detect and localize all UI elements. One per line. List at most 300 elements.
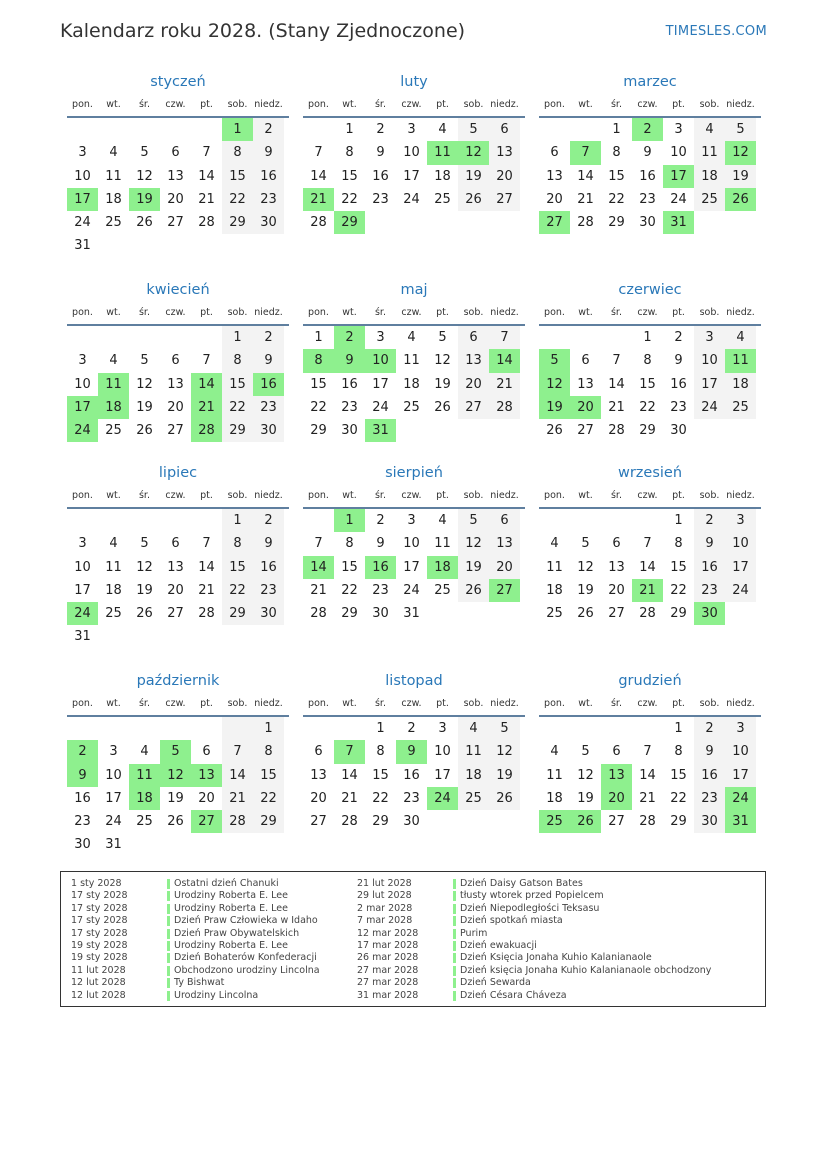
day-cell: 9 bbox=[253, 349, 284, 372]
day-cell: 29 bbox=[639, 423, 656, 439]
day-cell: 15 bbox=[639, 376, 656, 392]
day-cell: 18 bbox=[105, 191, 122, 207]
weekday-label: śr. bbox=[138, 698, 150, 709]
month-name: luty bbox=[400, 74, 428, 90]
day-cell: 22 bbox=[341, 582, 358, 598]
month-name: wrzesień bbox=[617, 465, 683, 481]
day-cell: 2 bbox=[407, 721, 416, 736]
day-cell: 28 bbox=[639, 814, 656, 830]
day-cell: 5 bbox=[160, 740, 191, 763]
day-cell: 28 bbox=[608, 423, 625, 439]
weekday-header bbox=[67, 301, 289, 326]
day-cell: 26 bbox=[577, 606, 594, 622]
day-cell: 1 bbox=[674, 721, 683, 736]
day-cell: 10 bbox=[434, 744, 451, 760]
day-cell: 9 bbox=[67, 764, 98, 787]
day-cell: 16 bbox=[341, 376, 358, 392]
day-cell: 27 bbox=[167, 606, 184, 622]
holiday-date: 17 sty 2028 bbox=[71, 927, 128, 939]
day-cell: 27 bbox=[577, 423, 594, 439]
day-cell: 21 bbox=[608, 399, 625, 415]
empty-cell bbox=[129, 326, 160, 349]
day-cell: 26 bbox=[458, 579, 489, 602]
day-cell: 14 bbox=[489, 349, 520, 372]
day-cell: 17 bbox=[725, 764, 756, 787]
weekday-label: pt. bbox=[672, 307, 685, 318]
day-cell: 20 bbox=[198, 790, 215, 806]
weekday-header bbox=[303, 484, 525, 509]
day-cell: 13 bbox=[167, 559, 184, 575]
day-cell: 17 bbox=[372, 376, 389, 392]
day-cell: 14 bbox=[341, 767, 358, 783]
day-cell: 16 bbox=[403, 767, 420, 783]
holiday-date: 27 mar 2028 bbox=[357, 977, 419, 989]
day-cell: 13 bbox=[167, 376, 184, 392]
day-cell: 3 bbox=[694, 326, 725, 349]
holiday-date: 21 lut 2028 bbox=[357, 878, 412, 889]
day-cell: 6 bbox=[612, 744, 621, 760]
weekday-label: wt. bbox=[578, 490, 593, 501]
day-cell: 19 bbox=[539, 396, 570, 419]
day-cell: 15 bbox=[670, 559, 687, 575]
weekday-label: czw. bbox=[637, 698, 658, 709]
holiday-name: Dzień Sewarda bbox=[460, 977, 531, 989]
holiday-name: Dzień Daisy Gatson Bates bbox=[460, 878, 583, 889]
day-cell: 7 bbox=[570, 141, 601, 164]
day-cell: 9 bbox=[334, 349, 365, 372]
day-cell: 6 bbox=[581, 353, 590, 369]
holiday-marker bbox=[167, 941, 170, 951]
weekday-label: czw. bbox=[165, 698, 186, 709]
empty-cell bbox=[129, 509, 160, 532]
day-cell: 28 bbox=[577, 215, 594, 231]
weekday-header bbox=[303, 301, 525, 326]
weekday-label: niedz. bbox=[726, 490, 755, 501]
day-cell: 14 bbox=[191, 373, 222, 396]
day-cell: 25 bbox=[136, 814, 153, 830]
day-cell: 1 bbox=[222, 118, 253, 141]
day-cell: 21 bbox=[639, 790, 656, 806]
holiday-name: Dzień Praw Obywatelskich bbox=[174, 927, 300, 939]
day-cell: 3 bbox=[725, 509, 756, 532]
day-cell: 26 bbox=[458, 188, 489, 211]
weekday-label: śr. bbox=[374, 698, 386, 709]
day-cell: 7 bbox=[222, 740, 253, 763]
day-cell: 19 bbox=[577, 790, 594, 806]
day-cell: 16 bbox=[694, 556, 725, 579]
day-cell: 3 bbox=[78, 353, 87, 369]
day-cell: 24 bbox=[372, 399, 389, 415]
day-cell: 18 bbox=[427, 556, 458, 579]
day-cell: 28 bbox=[191, 419, 222, 442]
day-cell: 14 bbox=[198, 168, 215, 184]
day-cell: 14 bbox=[639, 559, 656, 575]
day-cell: 6 bbox=[550, 145, 559, 161]
day-cell: 22 bbox=[341, 191, 358, 207]
day-cell: 8 bbox=[222, 349, 253, 372]
weekday-label: sob. bbox=[463, 307, 484, 318]
day-cell: 19 bbox=[167, 790, 184, 806]
day-cell: 18 bbox=[694, 165, 725, 188]
day-cell: 25 bbox=[539, 810, 570, 833]
day-cell: 28 bbox=[489, 396, 520, 419]
holiday-date: 12 lut 2028 bbox=[71, 977, 126, 989]
month-block bbox=[303, 462, 525, 625]
day-cell: 11 bbox=[403, 353, 420, 369]
day-cell: 23 bbox=[670, 399, 687, 415]
day-cell: 10 bbox=[74, 168, 91, 184]
day-cell: 5 bbox=[140, 145, 149, 161]
day-cell: 3 bbox=[407, 122, 416, 137]
day-cell: 4 bbox=[438, 122, 447, 137]
weekday-label: pon. bbox=[308, 490, 329, 501]
weekday-label: sob. bbox=[463, 99, 484, 110]
day-cell: 20 bbox=[167, 582, 184, 598]
day-cell: 23 bbox=[341, 399, 358, 415]
day-cell: 20 bbox=[167, 191, 184, 207]
day-cell: 10 bbox=[725, 740, 756, 763]
day-cell: 21 bbox=[341, 790, 358, 806]
month-block bbox=[539, 462, 761, 625]
day-cell: 5 bbox=[539, 349, 570, 372]
day-cell: 25 bbox=[403, 399, 420, 415]
weekday-label: sob. bbox=[699, 698, 720, 709]
weekday-label: sob. bbox=[227, 698, 248, 709]
empty-cell bbox=[601, 326, 632, 349]
day-cell: 10 bbox=[403, 145, 420, 161]
day-cell: 28 bbox=[222, 810, 253, 833]
holiday-name: Dzień księcia Jonaha Kuhio Kalanianaole obchodzony bbox=[460, 964, 712, 976]
day-cell: 2 bbox=[376, 122, 385, 137]
day-cell: 29 bbox=[372, 814, 389, 830]
empty-cell bbox=[303, 509, 334, 532]
day-cell: 11 bbox=[694, 141, 725, 164]
holiday-name: Ty Bishwat bbox=[174, 977, 225, 989]
holiday-name: Dzień ewakuacji bbox=[460, 939, 537, 951]
holiday-date: 12 lut 2028 bbox=[71, 989, 126, 1001]
weekday-label: pt. bbox=[200, 490, 213, 501]
day-cell: 21 bbox=[198, 582, 215, 598]
day-cell: 7 bbox=[202, 536, 211, 552]
day-cell: 25 bbox=[105, 606, 122, 622]
weekday-label: śr. bbox=[610, 490, 622, 501]
day-cell: 9 bbox=[694, 532, 725, 555]
empty-cell bbox=[191, 509, 222, 532]
day-cell: 3 bbox=[78, 145, 87, 161]
day-cell: 29 bbox=[670, 606, 687, 622]
day-cell: 15 bbox=[222, 556, 253, 579]
weekday-label: pon. bbox=[72, 490, 93, 501]
page-title: Kalendarz roku 2028. (Stany Zjednoczone) bbox=[60, 20, 466, 42]
day-cell: 8 bbox=[376, 744, 385, 760]
empty-cell bbox=[191, 717, 222, 740]
weekday-label: pon. bbox=[544, 698, 565, 709]
day-cell: 15 bbox=[222, 373, 253, 396]
day-cell: 6 bbox=[314, 744, 323, 760]
day-cell: 31 bbox=[663, 211, 694, 234]
weekday-label: śr. bbox=[138, 490, 150, 501]
day-cell: 7 bbox=[612, 353, 621, 369]
empty-cell bbox=[67, 717, 98, 740]
weekday-header bbox=[539, 692, 761, 717]
day-cell: 4 bbox=[407, 330, 416, 345]
day-cell: 23 bbox=[253, 579, 284, 602]
day-cell: 7 bbox=[489, 326, 520, 349]
weekday-label: pon. bbox=[72, 698, 93, 709]
day-cell: 21 bbox=[577, 191, 594, 207]
day-cell: 17 bbox=[663, 165, 694, 188]
weekday-label: czw. bbox=[401, 698, 422, 709]
day-cell: 15 bbox=[341, 559, 358, 575]
day-cell: 12 bbox=[136, 168, 153, 184]
day-cell: 6 bbox=[458, 326, 489, 349]
day-cell: 7 bbox=[334, 740, 365, 763]
holiday-date: 1 sty 2028 bbox=[71, 878, 122, 889]
day-cell: 6 bbox=[612, 536, 621, 552]
holiday-marker bbox=[453, 991, 456, 1001]
weekday-label: czw. bbox=[401, 307, 422, 318]
weekday-label: pon. bbox=[72, 99, 93, 110]
empty-cell bbox=[98, 118, 129, 141]
day-cell: 31 bbox=[725, 810, 756, 833]
day-cell: 10 bbox=[403, 536, 420, 552]
month-name: grudzień bbox=[618, 673, 682, 689]
weekday-label: pt. bbox=[200, 99, 213, 110]
day-cell: 12 bbox=[136, 376, 153, 392]
day-cell: 2 bbox=[253, 326, 284, 349]
day-cell: 18 bbox=[105, 582, 122, 598]
weekday-label: niedz. bbox=[490, 99, 519, 110]
day-cell: 26 bbox=[136, 423, 153, 439]
day-cell: 29 bbox=[334, 211, 365, 234]
month-name: maj bbox=[400, 282, 428, 298]
holiday-name: Dzień Księcia Jonaha Kuhio Kalanianaole bbox=[460, 952, 652, 964]
weekday-label: pon. bbox=[308, 698, 329, 709]
day-cell: 2 bbox=[253, 118, 284, 141]
day-cell: 27 bbox=[310, 814, 327, 830]
holiday-name: Dzień spotkań miasta bbox=[460, 915, 563, 927]
day-grid bbox=[539, 717, 761, 833]
day-cell: 30 bbox=[670, 423, 687, 439]
day-cell: 4 bbox=[550, 536, 559, 552]
day-cell: 1 bbox=[222, 509, 253, 532]
weekday-label: niedz. bbox=[254, 99, 283, 110]
day-cell: 23 bbox=[253, 188, 284, 211]
day-cell: 12 bbox=[577, 559, 594, 575]
day-cell: 13 bbox=[191, 764, 222, 787]
day-cell: 1 bbox=[643, 330, 652, 345]
day-cell: 27 bbox=[489, 579, 520, 602]
day-cell: 9 bbox=[376, 536, 385, 552]
day-cell: 17 bbox=[694, 373, 725, 396]
holiday-marker bbox=[167, 916, 170, 926]
empty-cell bbox=[67, 509, 98, 532]
day-cell: 1 bbox=[612, 122, 621, 137]
day-cell: 12 bbox=[136, 559, 153, 575]
weekday-label: sob. bbox=[227, 490, 248, 501]
month-block bbox=[67, 670, 289, 857]
month-name: czerwiec bbox=[618, 282, 682, 298]
month-name: listopad bbox=[385, 673, 443, 689]
weekday-header bbox=[67, 692, 289, 717]
day-cell: 20 bbox=[458, 373, 489, 396]
weekday-label: niedz. bbox=[726, 307, 755, 318]
day-cell: 21 bbox=[632, 579, 663, 602]
day-cell: 23 bbox=[694, 787, 725, 810]
month-block bbox=[303, 71, 525, 234]
day-cell: 13 bbox=[546, 168, 563, 184]
day-cell: 16 bbox=[372, 168, 389, 184]
day-cell: 24 bbox=[725, 579, 756, 602]
day-cell: 13 bbox=[608, 559, 625, 575]
day-cell: 9 bbox=[674, 353, 683, 369]
day-cell: 11 bbox=[105, 559, 122, 575]
day-cell: 18 bbox=[725, 373, 756, 396]
day-cell: 24 bbox=[67, 419, 98, 442]
day-cell: 27 bbox=[167, 423, 184, 439]
holiday-date: 7 mar 2028 bbox=[357, 915, 413, 927]
day-cell: 2 bbox=[694, 509, 725, 532]
day-cell: 17 bbox=[74, 582, 91, 598]
day-cell: 21 bbox=[310, 582, 327, 598]
day-cell: 1 bbox=[345, 122, 354, 137]
day-cell: 25 bbox=[458, 787, 489, 810]
empty-cell bbox=[129, 717, 160, 740]
weekday-label: niedz. bbox=[490, 307, 519, 318]
day-cell: 20 bbox=[489, 165, 520, 188]
month-block bbox=[303, 670, 525, 833]
day-cell: 5 bbox=[140, 536, 149, 552]
day-cell: 11 bbox=[129, 764, 160, 787]
empty-cell bbox=[539, 717, 570, 740]
weekday-label: czw. bbox=[165, 490, 186, 501]
day-cell: 8 bbox=[222, 532, 253, 555]
day-cell: 15 bbox=[608, 168, 625, 184]
day-cell: 31 bbox=[403, 606, 420, 622]
month-block bbox=[67, 462, 289, 649]
day-cell: 23 bbox=[639, 191, 656, 207]
day-cell: 18 bbox=[98, 396, 129, 419]
day-cell: 13 bbox=[577, 376, 594, 392]
day-cell: 17 bbox=[403, 168, 420, 184]
day-cell: 4 bbox=[458, 717, 489, 740]
day-cell: 1 bbox=[376, 721, 385, 736]
holiday-date: 17 sty 2028 bbox=[71, 915, 128, 927]
weekday-label: pt. bbox=[436, 698, 449, 709]
day-cell: 7 bbox=[643, 744, 652, 760]
weekday-header bbox=[539, 484, 761, 509]
weekday-header bbox=[539, 93, 761, 118]
empty-cell bbox=[601, 717, 632, 740]
day-cell: 16 bbox=[670, 376, 687, 392]
day-cell: 5 bbox=[581, 536, 590, 552]
day-cell: 12 bbox=[489, 740, 520, 763]
day-cell: 23 bbox=[372, 191, 389, 207]
brand-logo[interactable]: TIMESLES.COM bbox=[665, 24, 767, 39]
day-cell: 2 bbox=[376, 513, 385, 528]
day-cell: 26 bbox=[434, 399, 451, 415]
day-cell: 30 bbox=[403, 814, 420, 830]
holiday-marker bbox=[453, 904, 456, 914]
day-cell: 4 bbox=[109, 536, 118, 552]
weekday-label: śr. bbox=[610, 698, 622, 709]
day-cell: 3 bbox=[109, 744, 118, 760]
day-cell: 15 bbox=[372, 767, 389, 783]
weekday-label: pt. bbox=[436, 307, 449, 318]
day-cell: 28 bbox=[198, 215, 215, 231]
day-cell: 5 bbox=[581, 744, 590, 760]
day-cell: 10 bbox=[694, 349, 725, 372]
day-cell: 12 bbox=[458, 141, 489, 164]
weekday-label: czw. bbox=[165, 307, 186, 318]
day-cell: 18 bbox=[546, 790, 563, 806]
day-cell: 23 bbox=[253, 396, 284, 419]
day-cell: 15 bbox=[341, 168, 358, 184]
holiday-date: 27 mar 2028 bbox=[357, 964, 419, 976]
day-cell: 6 bbox=[489, 509, 520, 532]
day-cell: 14 bbox=[303, 556, 334, 579]
day-cell: 29 bbox=[310, 423, 327, 439]
empty-cell bbox=[98, 717, 129, 740]
day-cell: 20 bbox=[608, 582, 625, 598]
day-cell: 24 bbox=[74, 215, 91, 231]
weekday-label: wt. bbox=[106, 307, 121, 318]
day-cell: 28 bbox=[341, 814, 358, 830]
day-cell: 2 bbox=[67, 740, 98, 763]
holiday-list bbox=[60, 871, 766, 1007]
day-cell: 25 bbox=[105, 215, 122, 231]
day-cell: 8 bbox=[345, 145, 354, 161]
day-cell: 7 bbox=[643, 536, 652, 552]
holiday-name: Obchodzono urodziny Lincolna bbox=[174, 964, 320, 976]
month-block bbox=[303, 279, 525, 442]
day-cell: 8 bbox=[303, 349, 334, 372]
holiday-marker bbox=[453, 953, 456, 963]
day-cell: 5 bbox=[489, 717, 520, 740]
day-cell: 18 bbox=[458, 764, 489, 787]
holiday-marker bbox=[453, 879, 456, 889]
day-cell: 12 bbox=[577, 767, 594, 783]
weekday-label: pt. bbox=[672, 99, 685, 110]
day-cell: 30 bbox=[639, 215, 656, 231]
day-cell: 3 bbox=[674, 122, 683, 137]
weekday-label: czw. bbox=[637, 490, 658, 501]
holiday-marker bbox=[167, 991, 170, 1001]
day-cell: 17 bbox=[67, 396, 98, 419]
holiday-date: 29 lut 2028 bbox=[357, 890, 412, 902]
day-cell: 9 bbox=[253, 141, 284, 164]
day-cell: 14 bbox=[222, 764, 253, 787]
weekday-label: pt. bbox=[436, 490, 449, 501]
empty-cell bbox=[334, 717, 365, 740]
day-cell: 22 bbox=[222, 396, 253, 419]
day-cell: 3 bbox=[376, 330, 385, 345]
day-cell: 22 bbox=[639, 399, 656, 415]
day-cell: 21 bbox=[191, 396, 222, 419]
day-cell: 18 bbox=[434, 168, 451, 184]
day-cell: 5 bbox=[725, 118, 756, 141]
weekday-label: sob. bbox=[463, 698, 484, 709]
day-cell: 31 bbox=[365, 419, 396, 442]
day-cell: 16 bbox=[253, 165, 284, 188]
day-cell: 27 bbox=[539, 211, 570, 234]
day-cell: 6 bbox=[489, 118, 520, 141]
day-cell: 30 bbox=[372, 606, 389, 622]
day-cell: 20 bbox=[570, 396, 601, 419]
holiday-marker bbox=[167, 879, 170, 889]
day-cell: 29 bbox=[222, 419, 253, 442]
weekday-header bbox=[67, 93, 289, 118]
